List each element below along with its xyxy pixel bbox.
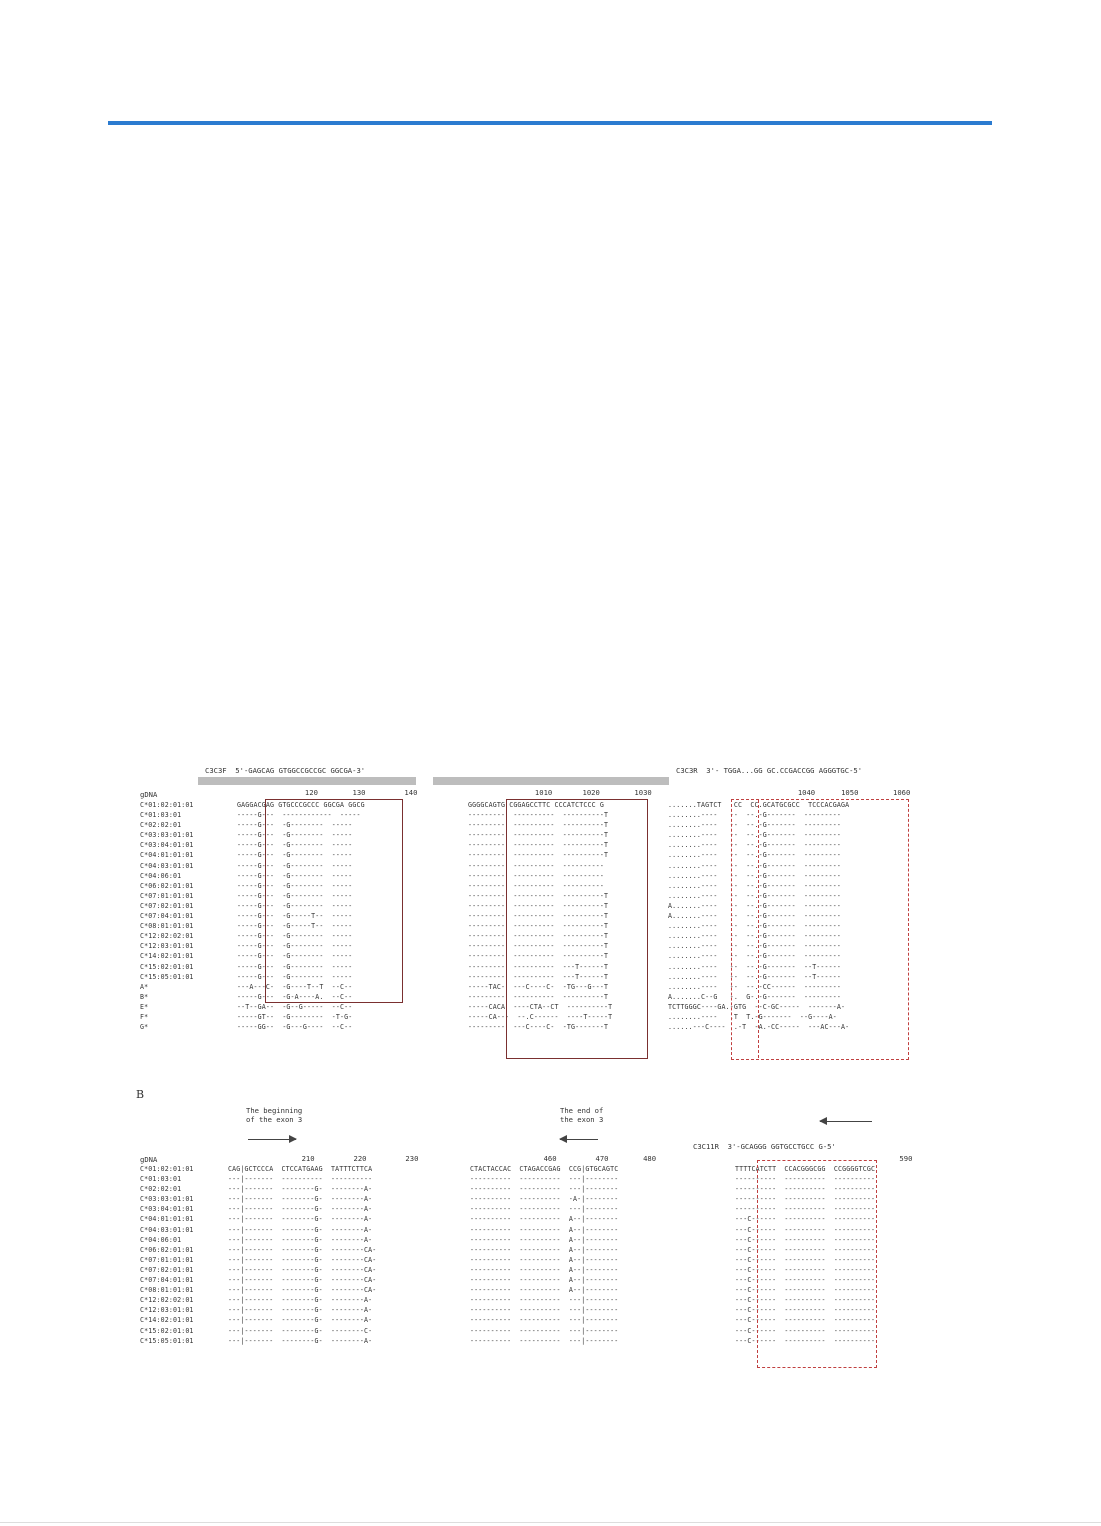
alignment-row: --T--GA-- -G--G----- --C-- (237, 1002, 353, 1011)
alignment-row: ---C------ ---------- ---------- (735, 1235, 876, 1244)
gdna-label-b: gDNA (140, 1155, 158, 1164)
ticks-right-a: 1040 1050 1060 (668, 788, 911, 797)
alignment-row: ---|------- --------G- --------CA- (228, 1265, 377, 1274)
alignment-row: --------- ---------- ----------T (468, 932, 609, 941)
alignment-row: ---------- ---------- A--|-------- (470, 1245, 619, 1254)
alignment-row: ---|------- --------G- --------A- (228, 1215, 373, 1224)
alignment-row: ........---- -- --.-G------- --------- (668, 952, 842, 961)
alignment-row: ---------- ---------- ---------- (735, 1205, 876, 1214)
alignment-row: ---C------ ---------- ---------- (735, 1326, 876, 1335)
allele-name: A* (140, 982, 149, 991)
allele-name: C*07:01:01:01 (140, 891, 194, 900)
allele-name: C*04:03:01:01 (140, 1225, 194, 1234)
alignment-row: ........---- -- --.-G------- --T------ (668, 962, 842, 971)
allele-name: C*12:02:02:01 (140, 932, 194, 941)
alignment-row: -----G--- -G-------- ----- (237, 841, 353, 850)
alignment-row: --------- ---------- ----------T (468, 912, 609, 921)
allele-name: C*15:02:01:01 (140, 962, 194, 971)
alignment-row: A.......---- -- --.-G------- --------- (668, 912, 842, 921)
primer-highlight-mid (433, 777, 669, 785)
alignment-row: -----G--- -G-A----A. --C-- (237, 992, 353, 1001)
alignment-row: ---------- ---------- ---|-------- (470, 1205, 619, 1214)
alignment-row: ---C------ ---------- ---------- (735, 1296, 876, 1305)
alignment-row: ---C------ ---------- ---------- (735, 1255, 876, 1264)
primer-c3c3f-label: C3C3F 5'-GAGCAG GTGGCCGCCGC GGCGA-3' (205, 766, 366, 775)
alignment-row: ---C------ ---------- ---------- (735, 1316, 876, 1325)
alignment-row: -----G--- -G-----T-- ----- (237, 922, 353, 931)
primer-highlight-left (198, 777, 416, 785)
allele-name: C*15:05:01:01 (140, 1336, 194, 1345)
allele-name: C*03:03:01:01 (140, 1195, 194, 1204)
alignment-row: ---|------- ---------- ---------- (228, 1175, 373, 1184)
ticks-mid-b: 460 470 480 (470, 1154, 657, 1163)
alignment-row: --------- ---------- ----------T (468, 851, 609, 860)
alignment-row: GAGGACGAG GTGCCCGCCC GGCGA GGCG (237, 801, 365, 809)
alignment-row: TCTTGGGC----GA.-GTG --C-GC----- -------A- (668, 1002, 846, 1011)
gdna-label-a: gDNA (140, 790, 158, 799)
alignment-row: ---|------- --------G- --------A- (228, 1296, 373, 1305)
allele-name: C*07:01:01:01 (140, 1255, 194, 1264)
alignment-row: CAG|GCTCCCA CTCCATGAAG TATTTCTTCA (228, 1165, 373, 1173)
alignment-row: --------- ---C----C- -TG-------T (468, 1023, 609, 1032)
alignment-row: -----G--- ------------ ----- (237, 811, 361, 820)
alignment-row: ........---- -- --.-G------- --------- (668, 841, 842, 850)
allele-name: B* (140, 992, 149, 1001)
alignment-row: ........---- -- --.-G------- --T------ (668, 972, 842, 981)
ticks-left-a: 120 130 140 (240, 788, 418, 797)
allele-name: C*15:05:01:01 (140, 972, 194, 981)
alignment-row: ---C------ ---------- ---------- (735, 1215, 876, 1224)
alignment-row: -----G--- -G-----T-- ----- (237, 912, 353, 921)
allele-name: C*07:02:01:01 (140, 901, 194, 910)
exon3-begin-arrow (248, 1139, 296, 1140)
allele-name: C*06:02:01:01 (140, 1245, 194, 1254)
alignment-row: ---------- ---------- A--|-------- (470, 1215, 619, 1224)
alignment-row: ---|------- --------G- --------A- (228, 1185, 373, 1194)
alignment-row: ---|------- --------G- --------CA- (228, 1276, 377, 1285)
exon3-end-arrow (560, 1139, 598, 1140)
primer-box-b (757, 1160, 877, 1368)
alignment-row: ......---C---- .-T -A.-CC----- ---AC---A- (668, 1023, 850, 1032)
alignment-row: -----G--- -G-------- ----- (237, 871, 353, 880)
alignment-row: -----G--- -G-------- ----- (237, 891, 353, 900)
alignment-row: --------- ---------- ---------- (468, 871, 604, 880)
alignment-row: ---------- ---------- ---|-------- (470, 1175, 619, 1184)
alignment-row: ---------- ---------- A--|-------- (470, 1276, 619, 1285)
alignment-row: -----CACA ----CTA--CT ----------T (468, 1002, 613, 1011)
alignment-row: ---------- ---------- ---|-------- (470, 1326, 619, 1335)
alignment-row: -----G--- -G-------- ----- (237, 821, 353, 830)
allele-name: C*01:02:01:01 (140, 801, 194, 809)
alignment-row: --------- ---------- ---T------T (468, 972, 609, 981)
allele-name: C*04:06:01 (140, 1235, 182, 1244)
alignment-row: --------- ---------- ---------- (468, 881, 604, 890)
alignment-row: ---|------- --------G- --------A- (228, 1336, 373, 1345)
allele-name: C*03:04:01:01 (140, 841, 194, 850)
alignment-row: ---C------ ---------- ---------- (735, 1286, 876, 1295)
allele-name: C*01:02:01:01 (140, 1165, 194, 1173)
alignment-row: ---------- ---------- A--|-------- (470, 1225, 619, 1234)
alignment-row: ---------- ---------- ---|-------- (470, 1336, 619, 1345)
alignment-row: ........---- -- --.-G------- --------- (668, 861, 842, 870)
alignment-row: --------- ---------- ----------T (468, 821, 609, 830)
allele-name: C*04:01:01:01 (140, 1215, 194, 1224)
page-bottom-rule (0, 1522, 1101, 1523)
primer-c3c3r-label: C3C3R 3'- TGGA...GG GC.CCGACCGG AGGGTGC-5' (676, 766, 863, 775)
alignment-row: --------- ---------- ---T------T (468, 962, 609, 971)
alignment-row: --------- ---------- ---------- (468, 861, 604, 870)
primer-box-mid (506, 799, 648, 1059)
exon3-begin-label: The beginning of the exon 3 (246, 1106, 303, 1124)
allele-name: C*14:02:01:01 (140, 952, 194, 961)
alignment-row: ---------- ---------- ---|-------- (470, 1296, 619, 1305)
alignment-row: ---------- ---------- A--|-------- (470, 1255, 619, 1264)
alignment-row: ---|------- --------G- --------CA- (228, 1286, 377, 1295)
alignment-row: ---------- ---------- A--|-------- (470, 1286, 619, 1295)
alignment-row: ---A---C- -G----T--T --C-- (237, 982, 353, 991)
alignment-block-mid-b (470, 1164, 618, 1346)
alignment-row: ........---- -- --.-G------- --------- (668, 811, 842, 820)
allele-name: C*07:02:01:01 (140, 1265, 194, 1274)
alignment-row: -----G--- -G-------- ----- (237, 831, 353, 840)
alignment-row: ........---- -- --.-CC------ --------- (668, 982, 842, 991)
alignment-row: ---C------ ---------- ---------- (735, 1225, 876, 1234)
allele-name: F* (140, 1012, 149, 1021)
allele-name: C*01:03:01 (140, 811, 182, 820)
allele-name: E* (140, 1002, 149, 1011)
alignment-row: ........---- -- --.-G------- --------- (668, 821, 842, 830)
alignment-row: -----G--- -G-------- ----- (237, 881, 353, 890)
alignment-row: ---------- ---------- ---|-------- (470, 1306, 619, 1315)
alignment-row: -----G--- -G-------- ----- (237, 942, 353, 951)
header-rule (108, 121, 992, 125)
ticks-mid-a: 1010 1020 1030 (470, 788, 652, 797)
alignment-row: ---C------ ---------- ---------- (735, 1245, 876, 1254)
allele-name: G* (140, 1023, 149, 1032)
panel-b-letter: B (136, 1088, 145, 1101)
allele-name: C*04:06:01 (140, 871, 182, 880)
c3c11r-arrow (820, 1121, 872, 1122)
alignment-row: -----G--- -G-------- ----- (237, 861, 353, 870)
alignment-row: ........---- -- --.-G------- --------- (668, 881, 842, 890)
allele-name: C*01:03:01 (140, 1175, 182, 1184)
alignment-row: -----GT-- -G-------- -T-G- (237, 1012, 353, 1021)
alignment-row: -----CA--- --.C------ ----T-----T (468, 1012, 613, 1021)
primer-box-left (265, 799, 403, 1003)
divider-right-1 (758, 800, 759, 1058)
alignment-row: TTTTCATCTT CCACGGGCGG CCGGGGTCGC (735, 1165, 876, 1173)
alignment-row: ---------- ---------- ---|-------- (470, 1316, 619, 1325)
alignment-row: --------- ---------- ----------T (468, 922, 609, 931)
allele-name: C*06:02:01:01 (140, 881, 194, 890)
alignment-row: ---------- ---------- ---------- (735, 1175, 876, 1184)
allele-name: C*07:04:01:01 (140, 1276, 194, 1285)
alignment-row: -----G--- -G-------- ----- (237, 952, 353, 961)
alignment-row: ---|------- --------G- --------A- (228, 1205, 373, 1214)
alignment-row: --------- ---------- ----------T (468, 952, 609, 961)
alignment-row: ---------- ---------- ---|-------- (470, 1185, 619, 1194)
allele-name: C*04:03:01:01 (140, 861, 194, 870)
allele-names-b (140, 1164, 194, 1346)
allele-name: C*12:03:01:01 (140, 1306, 194, 1315)
alignment-block-left-b (228, 1164, 376, 1346)
alignment-row: -----G--- -G-------- ----- (237, 901, 353, 910)
alignment-row: ---|------- --------G- --------A- (228, 1306, 373, 1315)
alignment-row: --------- ---------- ----------T (468, 992, 609, 1001)
alignment-row: --------- ---------- ----------T (468, 901, 609, 910)
alignment-row: -----G--- -G-------- ----- (237, 962, 353, 971)
alignment-row: --------- ---------- ----------T (468, 891, 609, 900)
alignment-row: ---C------ ---------- ---------- (735, 1336, 876, 1345)
allele-name: C*08:01:01:01 (140, 922, 194, 931)
allele-names-a (140, 800, 194, 1032)
alignment-row: -----G--- -G-------- ----- (237, 851, 353, 860)
alignment-row: ........---- -- --.-G------- --------- (668, 891, 842, 900)
alignment-row: --------- ---------- ----------T (468, 942, 609, 951)
alignment-row: ........---- -- --.-G------- --------- (668, 831, 842, 840)
alignment-row: --------- ---------- ----------T (468, 841, 609, 850)
alignment-row: ---------- ---------- A--|-------- (470, 1235, 619, 1244)
alignment-row: ---C------ ---------- ---------- (735, 1265, 876, 1274)
alignment-row: -----G--- -G-------- ----- (237, 932, 353, 941)
alignment-row: ---------- ---------- ---------- (735, 1185, 876, 1194)
alignment-row: ---|------- --------G- --------A- (228, 1235, 373, 1244)
alignment-row: GGGGCAGTG CGGAGCCTTC CCCATCTCCC G (468, 801, 604, 809)
ticks-right-b: 590 (735, 1154, 913, 1163)
alignment-row: --------- ---------- ----------T (468, 811, 609, 820)
primer-c3c11r-label: C3C11R 3'-GCAGGG GGTGCCTGCC G-5' (693, 1142, 836, 1151)
alignment-row: ---|------- --------G- --------A- (228, 1225, 373, 1234)
alignment-row: ---------- ---------- -A-|-------- (470, 1195, 619, 1204)
exon3-end-label: The end of the exon 3 (560, 1106, 604, 1124)
ticks-left-b: 210 220 230 (228, 1154, 419, 1163)
alignment-row: ........---- .T T.-G------- --G----A- (668, 1012, 837, 1021)
alignment-row: -----TAC- ---C----C- -TG---G---T (468, 982, 609, 991)
alignment-row: ........---- -- --.-G------- --------- (668, 932, 842, 941)
alignment-row: ---|------- --------G- --------A- (228, 1195, 373, 1204)
allele-name: C*08:01:01:01 (140, 1286, 194, 1295)
alignment-row: ---------- ---------- A--|-------- (470, 1265, 619, 1274)
allele-name: C*03:04:01:01 (140, 1205, 194, 1214)
allele-name: C*04:01:01:01 (140, 851, 194, 860)
alignment-row: ---C------ ---------- ---------- (735, 1276, 876, 1285)
alignment-row: ---C------ ---------- ---------- (735, 1306, 876, 1315)
alignment-row: ---|------- --------G- --------C- (228, 1326, 373, 1335)
alignment-row: ---|------- --------G- --------CA- (228, 1255, 377, 1264)
alignment-row: ---------- ---------- ---------- (735, 1195, 876, 1204)
alignment-row: --------- ---------- ----------T (468, 831, 609, 840)
allele-name: C*12:03:01:01 (140, 942, 194, 951)
alignment-row: ........---- -- --.-G------- --------- (668, 942, 842, 951)
allele-name: C*07:04:01:01 (140, 912, 194, 921)
alignment-row: A.......C--G -. G-.-G------- --------- (668, 992, 842, 1001)
allele-name: C*02:02:01 (140, 821, 182, 830)
alignment-row: ........---- -- --.-G------- --------- (668, 922, 842, 931)
alignment-row: -----GG-- -G---G---- --C-- (237, 1023, 353, 1032)
alignment-row: ---|------- --------G- --------CA- (228, 1245, 377, 1254)
allele-name: C*02:02:01 (140, 1185, 182, 1194)
allele-name: C*12:02:02:01 (140, 1296, 194, 1305)
alignment-row: CTACTACCAC CTAGACCGAG CCG|GTGCAGTC (470, 1165, 619, 1173)
alignment-row: .......TAGTCT CC CC.GCATGCGCC TCCCACGAGA (668, 801, 850, 809)
alignment-row: A.......---- -- --.-G------- --------- (668, 901, 842, 910)
alignment-row: ........---- -- --.-G------- --------- (668, 871, 842, 880)
alignment-row: -----G--- -G-------- ----- (237, 972, 353, 981)
alignment-row: ........---- -- --.-G------- --------- (668, 851, 842, 860)
alignment-row: ---|------- --------G- --------A- (228, 1316, 373, 1325)
allele-name: C*03:03:01:01 (140, 831, 194, 840)
allele-name: C*14:02:01:01 (140, 1316, 194, 1325)
allele-name: C*15:02:01:01 (140, 1326, 194, 1335)
